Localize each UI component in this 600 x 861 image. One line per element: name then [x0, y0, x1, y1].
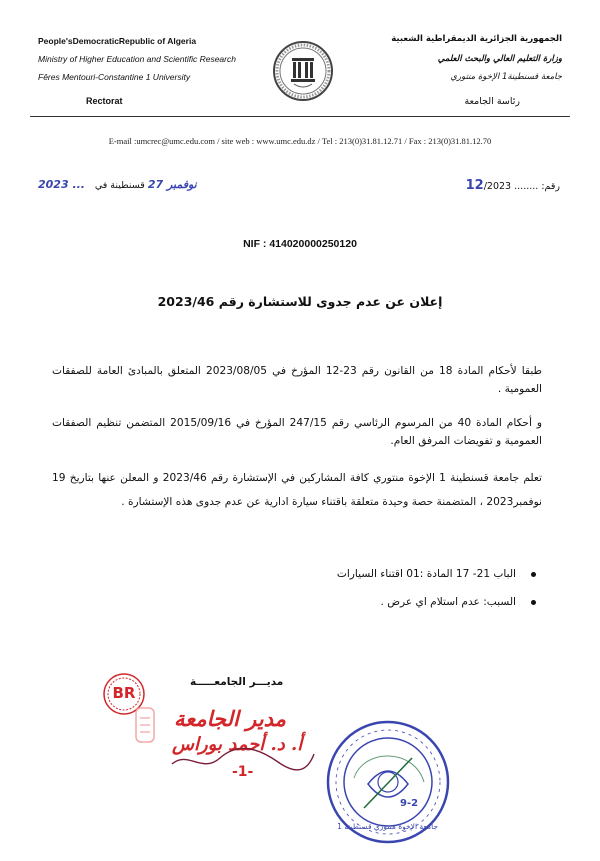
- header-country-ar: الجمهورية الجزائرية الديمقراطية الشعبية: [391, 34, 562, 44]
- bullet-text: الباب 21- 17 المادة :01 اقتناء السيارات: [336, 568, 516, 580]
- faint-emblem: [134, 706, 156, 744]
- header-office-ar: رئاسة الجامعة: [464, 96, 520, 107]
- contact-line: E-mail :umcrec@umc.edu.com / site web : www.umc.edu.dz / Tel : 213(0)31.81.12.71 / Fax : 213(0)31.81.12.70: [108, 136, 492, 146]
- nif: NIF : 414020000250120: [243, 238, 357, 250]
- signature-hand-title: مدير الجامعة: [174, 706, 286, 731]
- header-country: People'sDemocraticRepublic of Algeria: [38, 36, 197, 46]
- bullet-dot: [531, 600, 536, 605]
- signature-hand-number: -1-: [232, 764, 254, 780]
- reference-year: /2023: [483, 181, 512, 192]
- reference-value: 12: [465, 178, 484, 193]
- page-title: إعلان عن عدم جدوى للاستشارة رقم 2023/46: [157, 294, 443, 309]
- date-stamp: 2023 ... نوفمبر 27: [38, 178, 197, 191]
- header-ministry-ar: وزارة التعليم العالي والبحث العلمي: [437, 54, 562, 64]
- br-stamp-initials: BR: [112, 684, 136, 702]
- signature-hand-name: أ. د. أحمد بوراس: [172, 734, 303, 755]
- reference-number: [466, 178, 560, 193]
- bullet-item: [380, 596, 516, 608]
- header-rule: [30, 116, 570, 117]
- signature-stroke: [168, 740, 318, 780]
- bullet-item: [337, 568, 516, 580]
- bullet-text: السبب: عدم استلام اي عرض .: [380, 596, 516, 608]
- reference-dots: ........: [514, 181, 539, 192]
- seal-code: 9-2: [400, 798, 419, 809]
- header-university-ar: جامعة قسنطينة1 الإخوة منتوري: [450, 72, 562, 82]
- university-seal: [324, 718, 452, 846]
- paragraph-law: طبقا لأحكام المادة 18 من القانون رقم 23-12 المؤرخ في 2023/08/05 المتعلق بالمبادئ العامة للصفقات العمومية .: [52, 365, 542, 395]
- header-office: Rectorat: [86, 96, 123, 106]
- signature-title: مديـــر الجامعـــــة: [190, 676, 284, 688]
- university-logo: [272, 40, 334, 102]
- date-label: قسنطينة في: [94, 180, 145, 191]
- seal-text: جامعة الإخوة منتوري قسنطينة 1: [337, 822, 438, 831]
- date-block: [38, 178, 197, 191]
- paragraph-decree: و أحكام المادة 40 من المرسوم الرئاسي رقم 247/15 المؤرخ في 2015/09/16 المتضمن تنظيم الصفقات العمومية و تفويضات المرفق العام.: [52, 417, 542, 447]
- reference-label: رقم:: [541, 181, 560, 192]
- header-university: Fêres Mentouri-Constantine 1 University: [38, 72, 191, 82]
- paragraph-announcement: تعلم جامعة قسنطينة 1 الإخوة منتوري كافة المشاركين في الإستشارة رقم 2023/46 و المعلن عنها بتاريخ 19 نوفمبر2023 ، المتضمنة حصة وحيدة متعلقة باقتناء سيارة ادارية عن عدم جدوى هذه الإستشارة .: [52, 472, 542, 508]
- bullet-dot: [531, 572, 536, 577]
- header-ministry: Ministry of Higher Education and Scientific Research: [38, 54, 236, 64]
